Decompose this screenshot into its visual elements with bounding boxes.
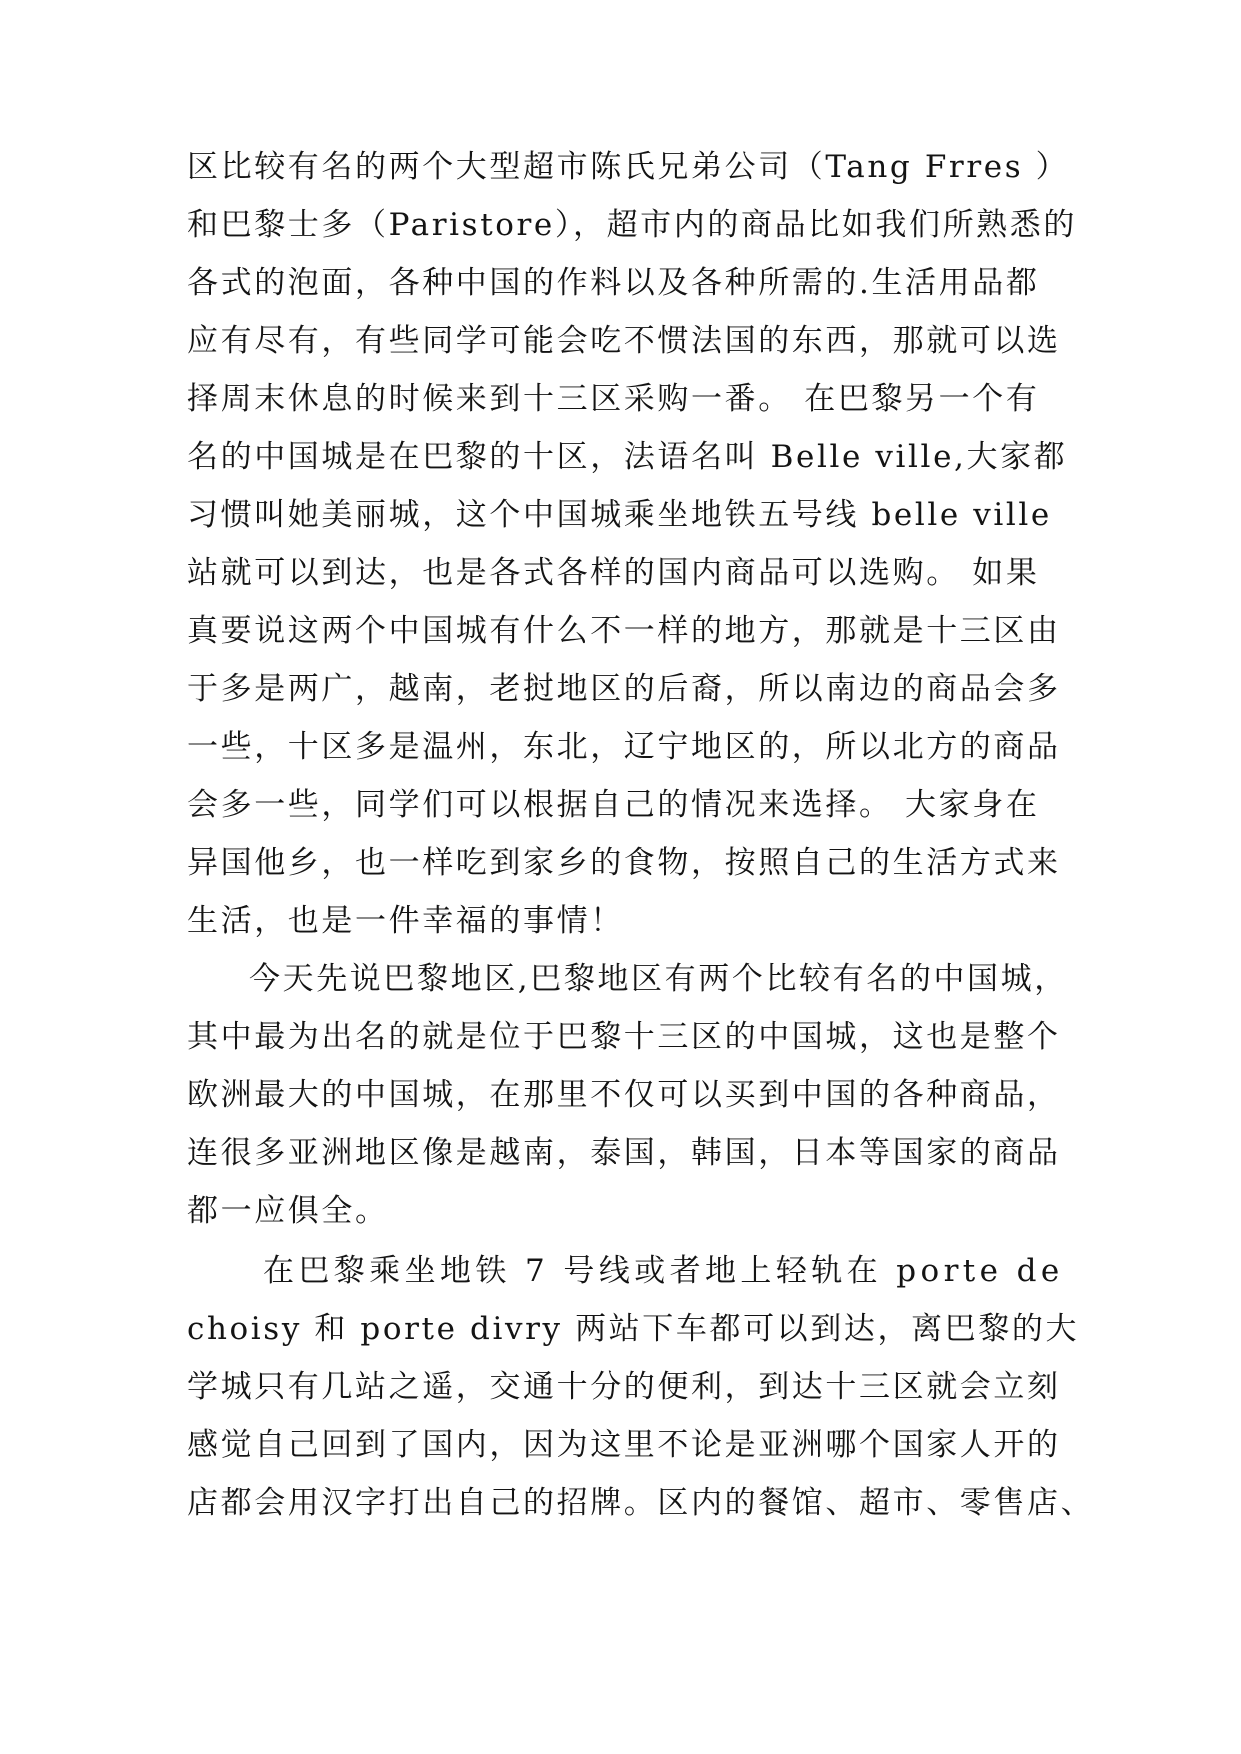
text-line: 生活，也是一件幸福的事情！ [187,903,624,939]
text-line: 各式的泡面，各种中国的作料以及各种所需的.生活用品都 [187,265,1040,301]
paragraph-13th-district [187,1242,1095,1532]
text-line: 应有尽有，有些同学可能会吃不惯法国的东西，那就可以选 [187,323,1061,359]
text-line: 会多一些，同学们可以根据自己的情况来选择。 大家身在 [187,787,1040,823]
text-line: 感觉自己回到了国内，因为这里不论是亚洲哪个国家人开的 [187,1427,1061,1463]
document-body [187,138,1095,1532]
text-line: 异国他乡，也一样吃到家乡的食物，按照自己的生活方式来 [187,845,1061,881]
text-line: choisy 和 porte divry 两站下车都可以到达，离巴黎的大 [187,1311,1080,1347]
text-line: 连很多亚洲地区像是越南，泰国，韩国，日本等国家的商品 [187,1135,1061,1171]
text-line: 于多是两广，越南，老挝地区的后裔，所以南边的商品会多 [187,671,1061,707]
text-line: 和巴黎士多（Paristore），超市内的商品比如我们所熟悉的 [187,207,1077,243]
text-line: 今天先说巴黎地区,巴黎地区有两个比较有名的中国城， [249,961,1068,997]
text-line: 其中最为出名的就是位于巴黎十三区的中国城，这也是整个 [187,1019,1061,1055]
text-line: 一些，十区多是温州，东北，辽宁地区的，所以北方的商品 [187,729,1061,765]
text-line: 习惯叫她美丽城，这个中国城乘坐地铁五号线 belle ville [187,497,1052,533]
text-line: 学城只有几站之遥，交通十分的便利，到达十三区就会立刻 [187,1369,1061,1405]
text-line: 都一应俱全。 [187,1193,389,1229]
paragraph-continued [187,138,1077,950]
text-line: 店都会用汉字打出自己的招牌。区内的餐馆、超市、零售店、 [187,1485,1095,1521]
text-line: 区比较有名的两个大型超市陈氏兄弟公司（Tang Frres ） [187,149,1070,185]
text-line: 择周末休息的时候来到十三区采购一番。 在巴黎另一个有 [187,381,1040,417]
text-line: 欧洲最大的中国城，在那里不仅可以买到中国的各种商品， [187,1077,1061,1113]
text-line: 在巴黎乘坐地铁 7 号线或者地上轻轨在 porte de [263,1253,1064,1289]
text-line: 名的中国城是在巴黎的十区，法语名叫 Belle ville,大家都 [187,439,1068,475]
paragraph-paris-chinatowns [187,950,1067,1240]
text-line: 真要说这两个中国城有什么不一样的地方，那就是十三区由 [187,613,1061,649]
text-line: 站就可以到达，也是各式各样的国内商品可以选购。 如果 [187,555,1040,591]
